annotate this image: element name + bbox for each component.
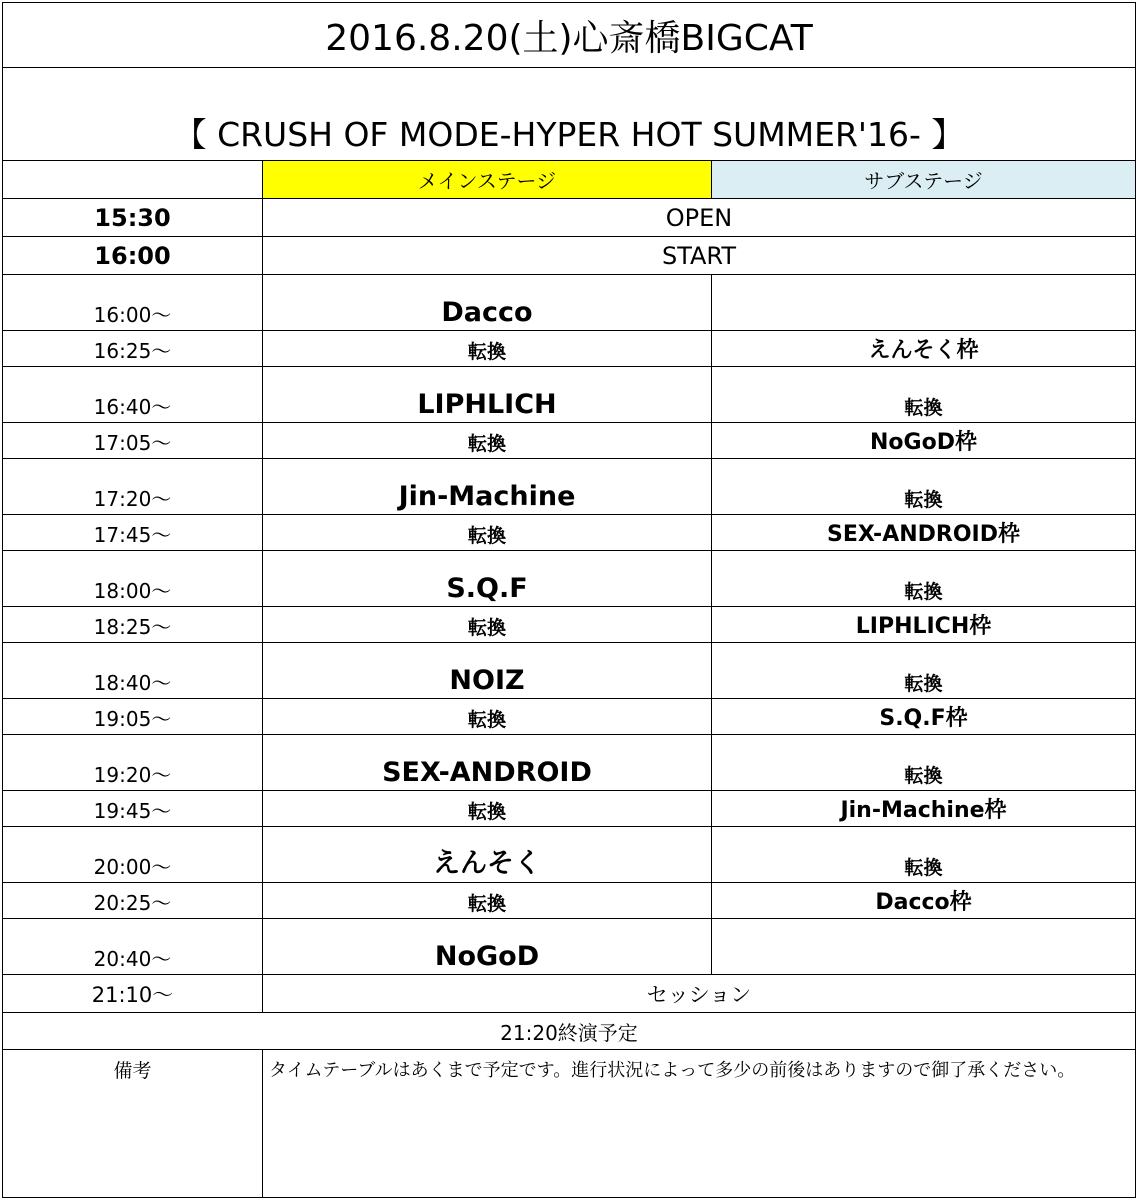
open-label: OPEN — [263, 199, 1136, 237]
slot-time: 18:25～ — [3, 607, 263, 643]
schedule-row — [3, 275, 1136, 331]
main-stage-slot: 転換 — [263, 331, 712, 367]
schedule-row — [3, 643, 1136, 699]
title-row — [3, 3, 1136, 68]
sub-stage-slot: 転換 — [712, 551, 1136, 607]
end-row — [3, 1013, 1136, 1050]
main-stage-slot: S.Q.F — [263, 551, 712, 607]
session-row — [3, 975, 1136, 1013]
main-stage-slot: 転換 — [263, 423, 712, 459]
sub-stage-slot: 転換 — [712, 827, 1136, 883]
main-stage-slot: NOIZ — [263, 643, 712, 699]
slot-time: 18:40～ — [3, 643, 263, 699]
main-stage-slot: 転換 — [263, 515, 712, 551]
start-row — [3, 237, 1136, 275]
sub-stage-slot: 転換 — [712, 459, 1136, 515]
open-row — [3, 199, 1136, 237]
main-stage-slot: NoGoD — [263, 919, 712, 975]
notes-label: 備考 — [3, 1050, 263, 1198]
notes-text: タイムテーブルはあくまで予定です。進行状況によって多少の前後はありますので御了承ください。 — [263, 1050, 1136, 1198]
page-title: 2016.8.20(土)心斎橋BIGCAT — [3, 3, 1136, 68]
schedule-row — [3, 883, 1136, 919]
main-stage-slot: LIPHLICH — [263, 367, 712, 423]
sub-stage-slot: 転換 — [712, 643, 1136, 699]
session-label: セッション — [263, 975, 1136, 1013]
sub-stage-slot — [712, 275, 1136, 331]
sub-stage-slot: NoGoD枠 — [712, 423, 1136, 459]
sub-stage-slot: SEX-ANDROID枠 — [712, 515, 1136, 551]
open-time: 15:30 — [3, 199, 263, 237]
slot-time: 20:40～ — [3, 919, 263, 975]
main-stage-slot: 転換 — [263, 791, 712, 827]
end-time-note: 21:20終演予定 — [3, 1013, 1136, 1050]
schedule-row — [3, 791, 1136, 827]
schedule-row — [3, 367, 1136, 423]
session-time: 21:10～ — [3, 975, 263, 1013]
main-stage-slot: えんそく — [263, 827, 712, 883]
sub-stage-slot: S.Q.F枠 — [712, 699, 1136, 735]
slot-time: 17:05～ — [3, 423, 263, 459]
schedule-row — [3, 827, 1136, 883]
slot-time: 18:00～ — [3, 551, 263, 607]
schedule-row — [3, 919, 1136, 975]
slot-time: 16:25～ — [3, 331, 263, 367]
slot-time: 16:40～ — [3, 367, 263, 423]
notes-row — [3, 1050, 1136, 1198]
schedule-row — [3, 459, 1136, 515]
slot-time: 19:45～ — [3, 791, 263, 827]
main-stage-header: メインステージ — [263, 161, 712, 199]
main-stage-slot: SEX-ANDROID — [263, 735, 712, 791]
slot-time: 20:25～ — [3, 883, 263, 919]
schedule-row — [3, 551, 1136, 607]
stage-header-row — [3, 161, 1136, 199]
schedule-row — [3, 699, 1136, 735]
sub-stage-slot: 転換 — [712, 367, 1136, 423]
slot-time: 17:20～ — [3, 459, 263, 515]
start-label: START — [263, 237, 1136, 275]
schedule-row — [3, 515, 1136, 551]
sub-stage-slot: Dacco枠 — [712, 883, 1136, 919]
sub-stage-slot: LIPHLICH枠 — [712, 607, 1136, 643]
slot-time: 19:05～ — [3, 699, 263, 735]
sub-stage-header: サブステージ — [712, 161, 1136, 199]
sub-stage-slot: えんそく枠 — [712, 331, 1136, 367]
main-stage-slot: Dacco — [263, 275, 712, 331]
sub-stage-slot — [712, 919, 1136, 975]
slot-time: 17:45～ — [3, 515, 263, 551]
main-stage-slot: 転換 — [263, 607, 712, 643]
slot-time: 16:00～ — [3, 275, 263, 331]
main-stage-slot: 転換 — [263, 699, 712, 735]
timetable — [2, 2, 1136, 1198]
schedule-row — [3, 735, 1136, 791]
time-header-cell — [3, 161, 263, 199]
start-time: 16:00 — [3, 237, 263, 275]
main-stage-slot: 転換 — [263, 883, 712, 919]
main-stage-slot: Jin-Machine — [263, 459, 712, 515]
sub-stage-slot: Jin-Machine枠 — [712, 791, 1136, 827]
slot-time: 19:20～ — [3, 735, 263, 791]
event-name-row — [3, 68, 1136, 161]
schedule-body — [3, 275, 1136, 975]
schedule-row — [3, 423, 1136, 459]
schedule-row — [3, 607, 1136, 643]
slot-time: 20:00～ — [3, 827, 263, 883]
sub-stage-slot: 転換 — [712, 735, 1136, 791]
event-name: 【 CRUSH OF MODE-HYPER HOT SUMMER'16- 】 — [3, 68, 1136, 161]
schedule-row — [3, 331, 1136, 367]
